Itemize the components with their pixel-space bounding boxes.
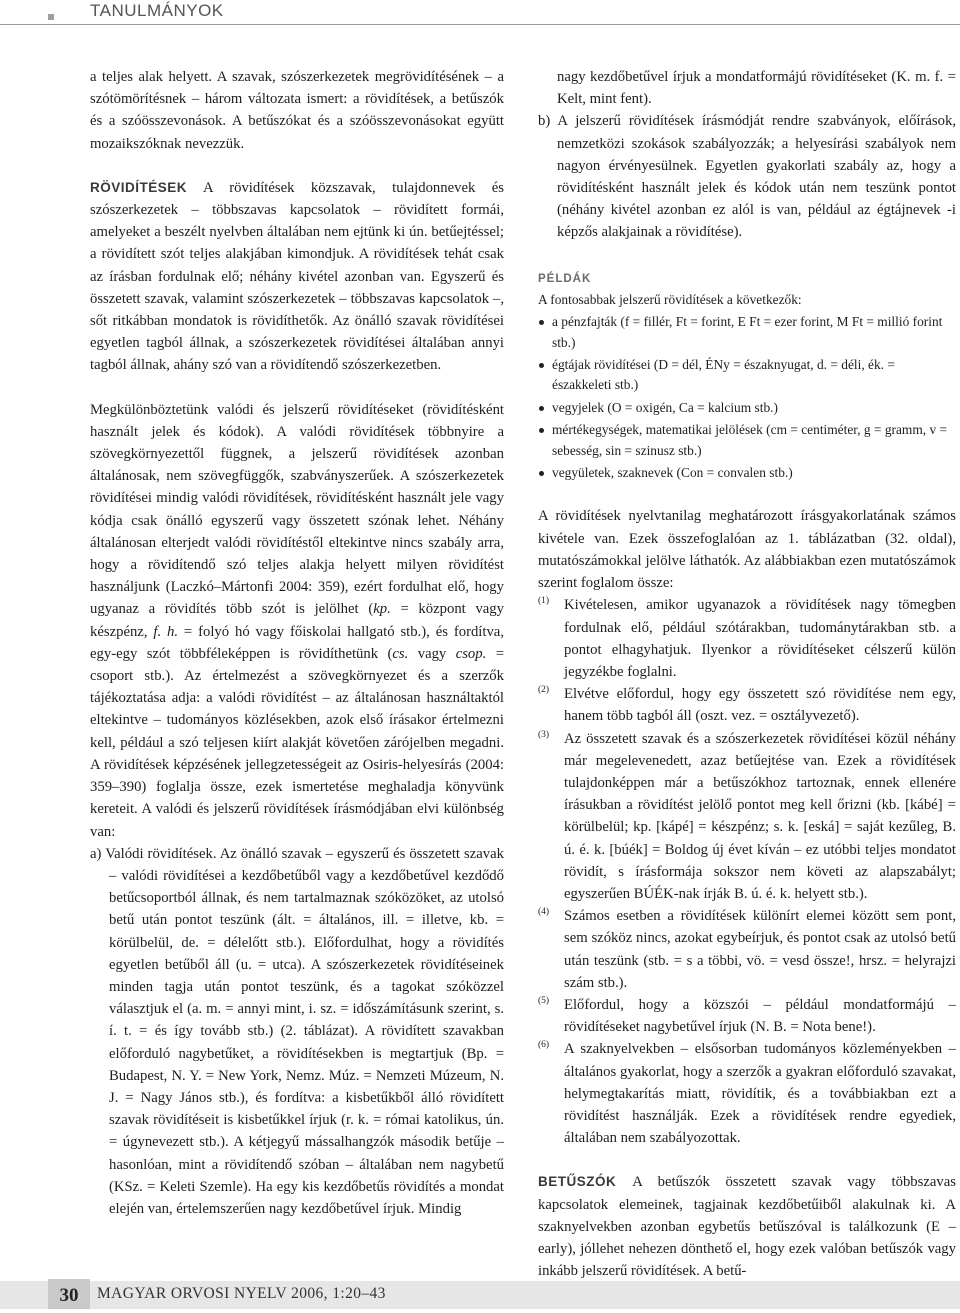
example-box [538, 290, 956, 484]
p3-part: = folyó hó vagy főiskolai hallgató stb.), és fordítva, egy-egy szót többféleképpen is rövidíthetünk ( [90, 623, 504, 662]
p3-part: Megkülönböztetünk valódi és jelszerű rövidítéseket (rövidítésként használt jelek és kódok). A valódi rövidítések többnyire a szövegkörnyezettől függnek, a jelszerű rövidítések azonban általánosak, nem szövegfüggők, szabványszerűek. A szószerkezetek rövidítései mindig valódi rövidítések, rövidítésként használt jele vagy kódja csak önálló egyszerű vagy összetett szónak lehet. Néhány általánosan elterjedt valódi rövidítéstől eltekintve nincs szabály arra, hogy a rövidítendő szó teljes alakja helyett milyen rövidítést használjunk (Laczkó–Mártonfi 2004: 359), ezért fordulhat elő, hogy ugyanaz a rövidítés több szót is jelölhet ( [90, 401, 504, 618]
list-item-a [90, 843, 504, 1220]
example-heading: PÉLDÁK [538, 272, 592, 285]
item-text: Elvétve előfordul, hogy egy összetett szó rövidítése nem egy, hanem több tagból áll (oszt. vez. = osztályvezető). [564, 686, 956, 725]
right-column [538, 66, 956, 1282]
item-b-label: b) [538, 113, 551, 130]
example-item [538, 463, 956, 483]
item-text: Számos esetben a rövidítések különírt elemei között sem pont, sem szóköz nincs, azokat egybeírjuk, és pontot csak az utolsó betű után teszünk (stb. = s a többi, vö. = vesd össze!, hrsz. = helyrajzi szám stb.). [564, 908, 956, 991]
p3-csop: csop. [455, 645, 487, 662]
example-item [538, 312, 956, 353]
item-a-continuation: nagy kezdőbetűvel írjuk a mondatformájú rövidítéseket (K. m. f. = Kelt, mint fent). [557, 69, 956, 108]
example-text: vegyületek, szaknevek (Con = convalen stb.) [552, 465, 793, 481]
bullet-icon [539, 471, 544, 476]
numbered-item [538, 994, 956, 1038]
p3-part: = központ vagy készpénz, [90, 601, 504, 640]
p3-part: vagy [408, 645, 456, 662]
example-text: mértékegységek, matematikai jelölések (cm = centiméter, g = gramm, v = sebesség, sin = szinusz stb.) [552, 422, 948, 458]
numbered-item [538, 905, 956, 994]
paragraph-betuszok [538, 1171, 956, 1282]
rovidites-lead-label: RÖVIDÍTÉSEK [90, 179, 188, 195]
page-header [0, 0, 960, 25]
example-item [538, 355, 956, 396]
example-text: a pénzfajták (f = fillér, Ft = forint, E Ft = ezer forint, M Ft = millió forint stb.) [552, 314, 943, 350]
example-text: égtájak rövidítései (D = dél, ÉNy = északnyugat, d. = déli, ék. = északkeleti stb.) [552, 357, 895, 393]
paragraph-exceptions: A rövidítések nyelvtanilag meghatározott írásgyakorlatának számos kivétele van. Ezek összefoglalóan az 1. táblázatban (32. oldal), mutatószámokkal jelölve láthatók. Az alábbiakban ezen mutatószámok szerint foglalom össze: [538, 508, 956, 592]
page-number: 30 [48, 1279, 90, 1309]
numbered-item [538, 728, 956, 906]
bullet-icon [539, 363, 544, 368]
list-item-b [538, 110, 956, 243]
numbered-item [538, 1038, 956, 1149]
item-text: Előfordul, hogy a közszói – például mondatformájú – rövidítéseket nagybetűvel írjuk (N. B. = Nota bene!). [564, 996, 956, 1036]
p3-kp: kp. [373, 601, 391, 618]
item-text: Kivételesen, amikor ugyanazok a rövidítések nagy tömegben fordulnak elő, például szótárakban, tudománytárakban stb. a pontot elhagyhatjuk. Ilyenkor a rövidítéseket célszerű külön jegyzékbe foglalni. [564, 597, 956, 680]
bullet-icon [539, 406, 544, 411]
item-number: (3) [538, 729, 550, 740]
item-number: (2) [538, 685, 550, 696]
example-item [538, 420, 956, 461]
numbered-item [538, 683, 956, 727]
journal-citation: MAGYAR ORVOSI NYELV 2006, 1:20–43 [97, 1285, 386, 1302]
p3-cs: cs. [392, 645, 409, 662]
item-text: A szaknyelvekben – elsősorban tudományos közleményekben – általános gyakorlat, hogy a szerzők a gyakran előforduló szavakat, helymegtakarítás miatt, rövidítik, és a továbbiakban ezt a rövidítést használják. Ezek a rövidítések rendre egyediek, általában nem szabályozottak. [564, 1041, 956, 1147]
paragraph-distinction [90, 399, 504, 843]
item-a-label: a) [90, 845, 102, 862]
item-a-text: Valódi rövidítések. Az önálló szavak – egyszerű és összetett szavak – valódi rövidítései a kezdőbetűből vagy a kezdőbetűvel kezdődő betűcsoportból állnak, és nem tartalmaznak szóközöket, az utolsó betű után pontot teszünk (ált. = általános, ill. = illetve, kb. = körülbelül, de. = délelőtt stb.). Előfordulhat, hogy a rövidítés egyetlen betűből áll (u. = utca). A szószerkezetek rövidítéseinek minden tagja után pontot teszünk, és a tagokat szóközzel választjuk el (a. m. = annyi mint, i. sz. = időszámításunk szerint, s. í. t. = és így tovább stb.) (2. táblázat). A rövidített szavakban előforduló nagybetűket, a rövidítésekben is megtartjuk (Bp. = Budapest, N. Y. = New York, Nemz. Múz. = Nemzeti Múzeum, N. J. = Nagy János stb.), és fordítva: a kisbetűkből álló rövidített szavak rövidítéseit is kisbetűkkel írjuk (r. k. = római katolikus, ún. = úgynevezett stb.). A kétjegyű mássalhangzók második betűje – hasonlóan, mint a rövidítendő szóban – általában nem nagybetű (KSz. = Keleti Szemle). Ha egy kis kezdőbetűs rövidítés a mondat elején van, értelemszerűen nagy kezdőbetűvel írjuk. Mindig [105, 845, 504, 1217]
p3-part: = csoport stb.). Az értelmezést a szövegkörnyezet és a szerzők tájékoztatása adja: a valódi rövidítést – az általánosan használtaktól eltekintve – tudományos közlésekben, azok első írásakor értelmezni kell, például a szó teljesen kiírt alakját követően zárójelben megadni. A rövidítések képzésének jellegzetességeit az Osiris-helyesírás (2004: 359–390) foglalja össze, ezek ismertetése meghaladja könyvünk kereteit. A valódi és jelszerű rövidítések írásmódjában elvi különbség van: [90, 645, 504, 840]
left-column [90, 66, 504, 1220]
bullet-icon [539, 428, 544, 433]
example-intro: A fontosabbak jelszerű rövidítések a következők: [538, 291, 802, 307]
betuszok-text: A betűszók összetett szavak vagy többszavas kapcsolatok elemeinek, tagjainak kezdőbetűiből alakulnak ki. A szaknyelvekben azonban egybetűs betűszóval is találkozunk (E – early), jóllehet nehezen dönthető el, hogy ezek valóban betűszók vagy inkább jelszerű rövidítések. A betű- [538, 1174, 956, 1280]
paragraph-intro: a teljes alak helyett. A szavak, szószerkezetek megrövidítésének – a szótömörítésnek – három változata ismert: a rövidítések, a betűszók és a szóösszevonások. A betűszókat és a szóösszevonásokat együtt mozaikszóknak nevezzük. [90, 69, 504, 152]
example-text: vegyjelek (O = oxigén, Ca = kalcium stb.) [552, 399, 778, 415]
example-list [538, 312, 956, 483]
betuszok-lead-label: BETŰSZÓK [538, 1174, 617, 1190]
item-number: (4) [538, 907, 550, 918]
numbered-list [538, 594, 956, 1149]
item-text: Az összetett szavak és a szószerkezetek rövidítései közül néhány már megelevenedett, azaz betűejtése van. Ezek a rövidítések tulajdonképpen már a betűszókhoz tartoznak, ennek ellenére írásukban a rövidítést jelölő pontot meg kell őrizni (kb. [kábé] = körülbelül; kp. [kápé] = készpénz; s. k. [eská] = saját kezűleg, B. ú. é. k. [búék] = Boldog új évet kíván – ez utóbbi teljes mondatot rövidít, s írásformája sokszor nem követi az alapszabályt; egyszerűen BÚÉK-nak írják B. ú. é. k. helyett stb.). [564, 730, 956, 902]
item-b-text: A jelszerű rövidítések írásmódját rendre szabványok, előírások, nemzetközi szokások szabályozzák; a helyesírási szabályok nem nagyon érvényesülnek. Egyetlen gyakorlati szabály az, hogy a rövidítésként használt jelek és kódok után nem teszünk pontot (néhány kivétel azonban ez alól is van, például az égtájnevek -i képzős alakjainak a rövidítése). [557, 113, 956, 241]
example-item [538, 398, 956, 418]
header-marker [48, 14, 54, 20]
p3-fh: f. h. [153, 623, 179, 640]
numbered-item [538, 594, 956, 683]
paragraph-rovidites [90, 177, 504, 377]
section-title: TANULMÁNYOK [90, 1, 224, 20]
item-number: (1) [538, 596, 550, 607]
bullet-icon [539, 320, 544, 325]
item-number: (6) [538, 1040, 550, 1051]
item-number: (5) [538, 995, 550, 1006]
rovidites-text: A rövidítések közszavak, tulajdonnevek és szószerkezetek – többszavas kapcsolatok – rövidített formái, amelyeket a beszélt nyelvben általában nem ejtünk ki ún. betűejtéssel; a rövidített szót teljes alakjában kimondjuk. A rövidítések tehát csak az írásban fordulnak elő; néhány kivétel azonban van. Egyszerű és összetett szavak, valamint szószerkezetek – többszavas kapcsolatok –, sőt ritkábban mondatok is rövidíthetők. Az önálló szavak rövidítései egyetlen tagból állnak, a szószerkezetek rövidítései általában annyi tagból állnak, ahány szó van a rövidítendő szószerkezetben. [90, 179, 504, 374]
